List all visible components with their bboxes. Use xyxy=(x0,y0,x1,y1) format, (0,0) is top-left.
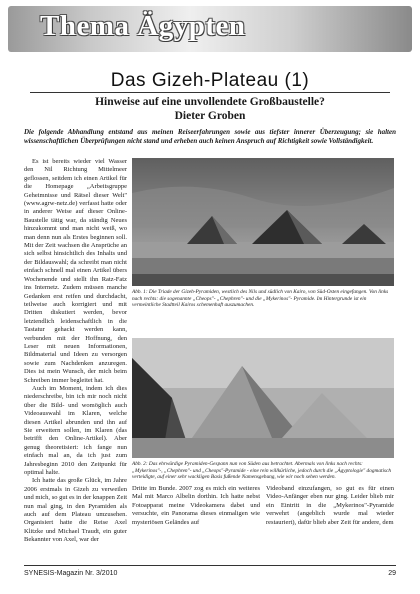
title-divider xyxy=(30,92,390,93)
pyramids-southeast-image xyxy=(132,158,394,286)
body-paragraph: Videoband einzufangen, so gut es für einen Video-Anfänger eben nur ging. Leider blieb mir ein Eintritt in die „Mykerinos"-Pyramide verwehrt (angeblich wurde mal wieder restauriert), dafür blieb aber Zeit für andere, dem xyxy=(266,485,394,526)
pyramids-south-image xyxy=(132,338,394,458)
section-banner xyxy=(8,6,412,52)
section-title: Thema Ägypten xyxy=(40,10,246,42)
body-paragraph: Es ist bereits wieder viel Wasser den Nil Richtung Mittelmeer geflossen, seitdem ich einen Artikel für die Homepage „Arbeitsgruppe Geheimnisse und Rätsel dieser Welt" (www.agrw-netz.de) verfasst hatte oder in anderer Weise auf dieser Online-Baustelle tätig war, da ständig Neues hinzukommt und man nicht weiß, wo man denn nun als Erstes beginnen soll. Mit der Zeit wachsen die Ansprüche an sich selbst hinsichtlich des Inhalts und der Bildauswahl; da schreibt man nicht einfach schnell mal einen Artikel übers Wochenende und stellt ihn Ratz-Fatz ins Internetz. Zudem müssen manche Gedanken erst reifen und durchdacht, teilweise auch korrigiert und mit Dritten diskutiert werden, bevor letztendlich leidenschaftlich in die Tastatur gehackt werden kann, verbunden mit der Hoffnung, den Leser mit neuen Informationen, Bildmaterial und Ideen zu versorgen sowie zum Nachdenken anzuregen. Dies ist mein Wunsch, der mich beim Schreiben immer begleitet hat. xyxy=(24,158,127,384)
figure-caption: Abb. 1: Die Triade der Gizeh-Pyramiden, westlich des Nils und südlich von Kairo, von Süd-Osten eingefangen. Von links nach rechts: die sogenannte „Cheops"- „Chephren"- und die „Mykerinos"- Pyramide. Im Hintergrunde ist ein vermeintliche Stadtteil Kairos schemenhaft auszumachen. xyxy=(132,289,389,309)
body-column-right xyxy=(266,485,394,527)
article-subtitle: Hinweise auf eine unvollendete Großbaustelle? xyxy=(95,96,325,108)
body-paragraph: Dritte im Bunde. 2007 zog es mich ein weiteres Mal mit Marco Albelin dorthin. Ich hatte nebst Fotoapparat meine Videokamera dabei und versuchte, ein Panorama dieses einmaligen wie mysteriösen Geländes auf xyxy=(132,485,260,526)
body-paragraph: Auch im Moment, indem ich dies niederschreibe, bin ich mir noch nicht über die Bild- und womöglich auch Videoauswahl im Klaren, welche diesen Artikel abrunden und ihn auf Sie erweitern sollen, im Klaren (das betrifft den Online-Artikel). Aber genug theoretisiert: ich fange nun einfach mal an, da ich just zum Jahresbeginn 2010 den Zeitpunkt für optimal halte. xyxy=(24,384,127,477)
article-title: Das Gizeh-Plateau (1) xyxy=(110,70,310,91)
footer-publication: SYNESIS-Magazin Nr. 3/2010 xyxy=(24,570,118,577)
article-intro: Die folgende Abhandlung entstand aus meinen Reiseerfahrungen sowie aus tiefster innerer Überzeugung; sie halten wissenschaftlichen Überprüfungen nicht stand und erheben auch keinen Anspruch auf Richtigkeit sowie Vollständigkeit. xyxy=(24,128,396,145)
figure-caption: Abb. 2: Das ehrwürdige Pyramiden-Gespann nun von Süden aus betrachtet. Abermals von links nach rechts: „Mykerinos"-, „Chephren"- und „Cheops"-Pyramide - eine rein willkürliche, jedoch durch die „Ägyptologie" dogmatisch verteidigte, auf einer sehr wackligen Basis fußende Namensgebung, wie wir noch sehen werden. xyxy=(132,461,391,481)
body-column-middle xyxy=(132,485,260,527)
photo-pyramids-south xyxy=(132,338,394,458)
page-number: 29 xyxy=(388,570,396,577)
body-column-left xyxy=(24,158,127,545)
article-author: Dieter Groben xyxy=(174,110,246,122)
body-paragraph: Ich hatte das große Glück, im Jahre 2006 erstmals in Gizeh zu verweilen und mich, so gut es in der knappen Zeit nun mal ging, in den Pyramiden als auch auf dem Plateau umzusehen. Organisiert hatte die Reise Axel Klitzke und Michael Traudt, ein guter Bekannter von Axel, war der xyxy=(24,477,127,544)
footer-divider xyxy=(24,565,396,566)
photo-pyramids-southeast xyxy=(132,158,394,286)
